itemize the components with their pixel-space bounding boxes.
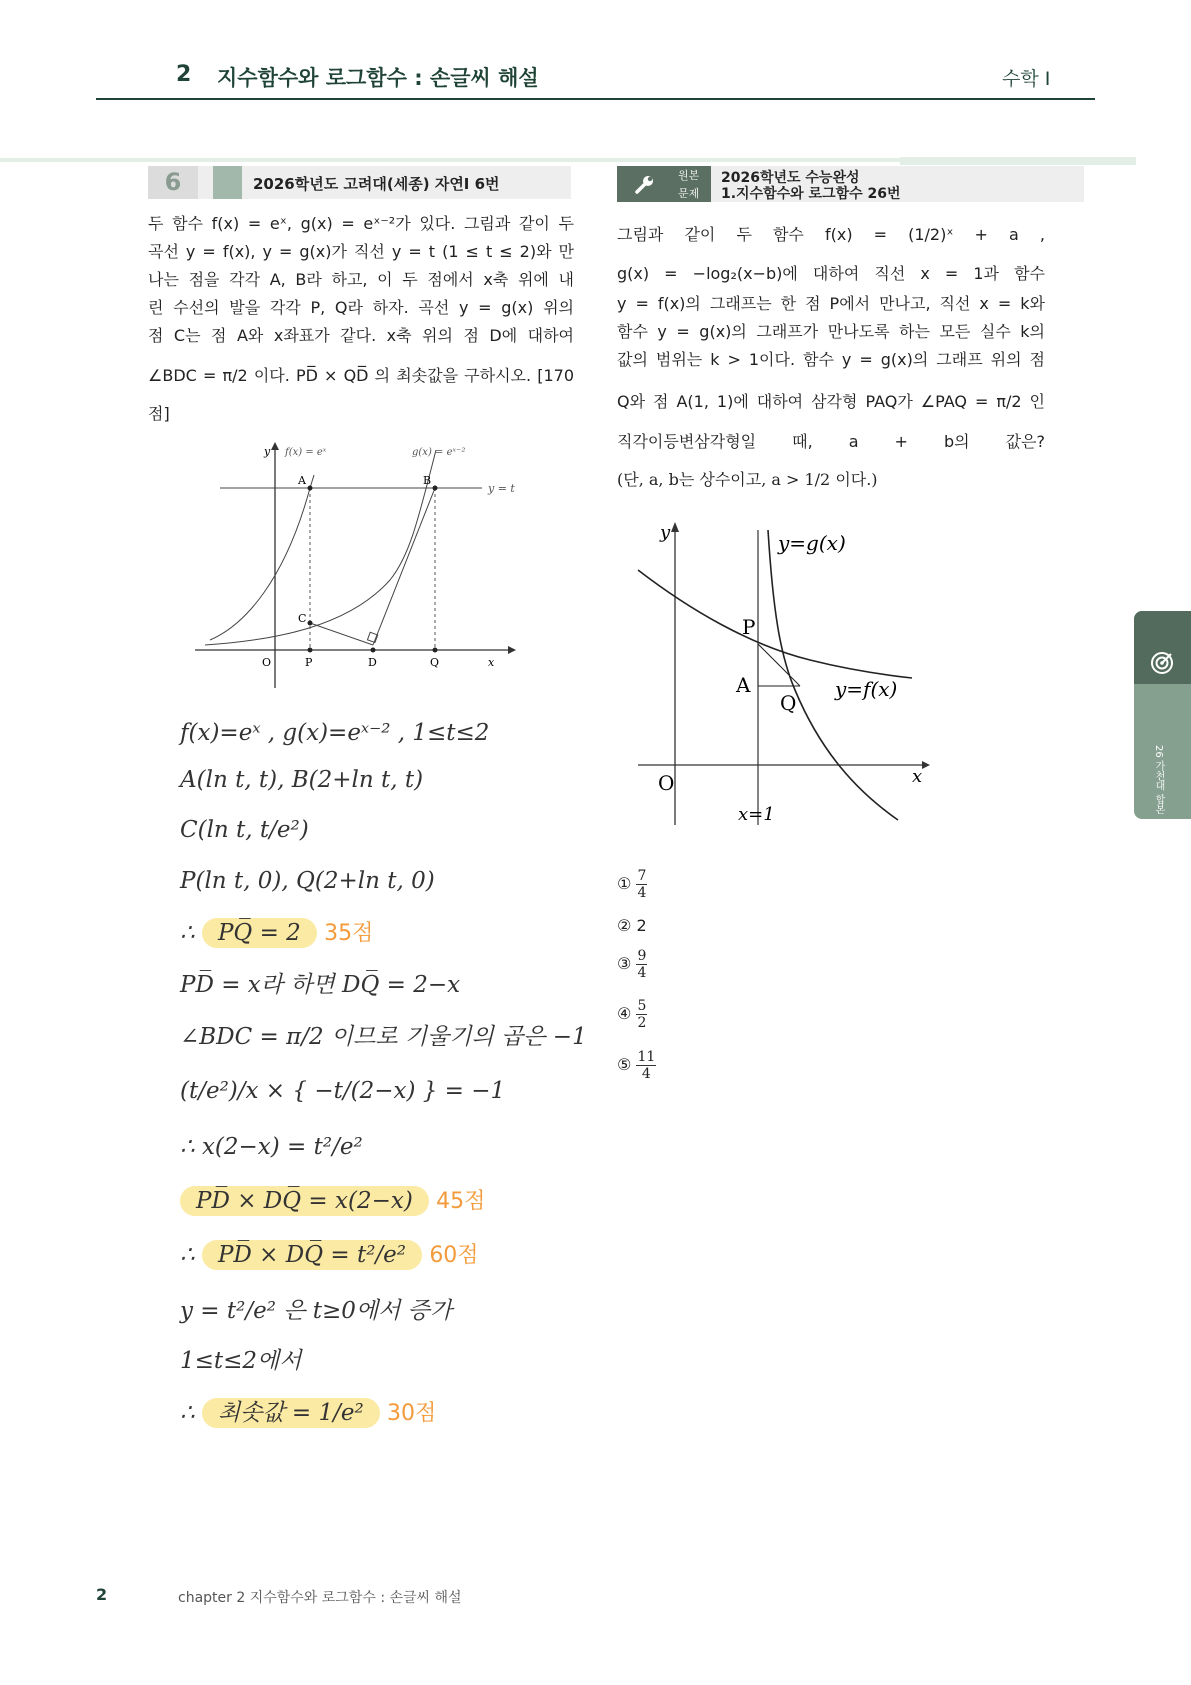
score: 60점 [429,1243,479,1268]
problem-tab-decor [213,166,242,199]
side-tab-top [1134,611,1191,684]
original-tag: 원본 [678,169,700,182]
problem-text-line: Q와 점 A(1, 1)에 대하여 삼각형 PAQ가 ∠PAQ = π/2 인 [617,392,1045,411]
label-A: A [298,474,306,487]
label-O: O [658,771,675,795]
therefore-symbol: ∴ [180,1242,195,1268]
problem-text-line: 값의 범위는 k > 1이다. 함수 y = g(x)의 그래프 위의 점 [617,350,1045,369]
solution-line [180,1186,485,1217]
score: 45점 [436,1189,486,1214]
solution-line: ∴ x(2−x) = t²/e² [180,1134,363,1160]
problem-text-line: 그림과 같이 두 함수 f(x) = (1/2)ˣ + a , [617,225,1045,244]
choice-mark: ② [617,916,632,935]
therefore-symbol: ∴ [180,1400,195,1426]
solution-line: 1≤t≤2에서 [180,1348,302,1374]
chapter-number: 2 [176,62,192,87]
original-subtitle: 1.지수함수와 로그함수 26번 [721,186,901,202]
label-g: g(x) = eˣ⁻² [412,447,466,458]
solution-line [180,918,373,949]
highlight: PD̅ × DQ̅ = x(2−x) [180,1186,429,1216]
axis-label-x: x [488,656,495,669]
solution-line: A(ln t, t), B(2+ln t, t) [180,767,424,793]
choice-fraction: $\frac{7}{4}$ [637,868,647,901]
label-g: y=g(x) [778,531,846,555]
problem-text-line: 점 C는 점 A와 x좌표가 같다. x축 위의 점 D에 대하여 [148,326,574,345]
problem-text-line: ∠BDC = π/2 이다. PD̅ × QD̅ 의 최솟값을 구하시오. [170 [148,366,574,385]
chapter-title: 지수함수와 로그함수 : 손글씨 해설 [217,66,539,90]
header-rule [96,98,1095,100]
axis-label-x: x [912,766,923,787]
decor-band [0,158,900,162]
choice-4[interactable] [617,998,647,1031]
problem-text-line: 직각이등변삼각형일 때, a + b의 값은? [617,432,1045,451]
label-A: A [736,673,751,697]
problem-text-line: y = f(x)의 그래프는 한 점 P에서 만나고, 직선 x = k와 [617,294,1045,313]
label-B: B [423,474,432,487]
choice-mark: ④ [617,1004,632,1023]
choice-3[interactable] [617,948,647,981]
solution-line: PD̅ = x라 하면 DQ̅ = 2−x [180,972,461,998]
problem-text-line: (단, a, b는 상수이고, a > 1/2 이다.) [617,470,878,489]
label-P: P [305,656,313,669]
choice-value: 2 [636,916,647,935]
choice-fraction: $\frac{11}{4}$ [637,1049,656,1082]
label-f: f(x) = eˣ [285,447,327,458]
highlight: PD̅ × DQ̅ = t²/e² [202,1240,422,1270]
solution-line: f(x)=eˣ , g(x)=eˣ⁻² , 1≤t≤2 [180,720,490,746]
choice-2[interactable] [617,916,647,935]
side-tab-label: 26 가천대 합본 [1153,745,1164,815]
solution-line: ∠BDC = π/2 이므로 기울기의 곱은 −1 [180,1024,587,1050]
choice-mark: ⑤ [617,1055,632,1074]
problem-text-line: 린 수선의 발을 각각 P, Q라 하자. 곡선 y = g(x) 위의 [148,298,574,317]
subject-label: 수학 I [1002,68,1051,90]
label-Q: Q [780,691,797,715]
choice-1[interactable] [617,868,647,901]
label-x1: x=1 [738,804,775,825]
original-title: 2026학년도 수능완성 [721,170,860,186]
choice-fraction: $\frac{5}{2}$ [637,998,647,1031]
solution-line: (t/e²)/x × { −t/(2−x) } = −1 [180,1078,506,1104]
problem-text-line: 나는 점을 각각 A, B라 하고, 이 두 점에서 x축 위에 내 [148,270,574,289]
label-O: O [262,656,272,669]
problem-text-line: 곡선 y = f(x), y = g(x)가 직선 y = t (1 ≤ t ≤ 2)와 만 [148,242,574,261]
solution-line: P(ln t, 0), Q(2+ln t, 0) [180,868,435,894]
solution-line: y = t²/e² 은 t≥0에서 증가 [180,1298,453,1324]
wrench-icon [633,174,655,196]
solution-line [180,1240,479,1271]
decor-band-right [900,157,1136,165]
label-P: P [742,615,756,639]
label-Q: Q [430,656,440,669]
target-icon [1150,651,1174,675]
page-number: 2 [96,1585,108,1604]
choice-mark: ③ [617,954,632,973]
axis-label-y: y [660,522,671,543]
choice-mark: ① [617,874,632,893]
footer-text: chapter 2 지수함수와 로그함수 : 손글씨 해설 [178,1590,462,1606]
graph-log-exp [630,520,930,830]
choice-5[interactable] [617,1049,656,1082]
highlight: PQ̅ = 2 [202,918,317,948]
original-tag: 문제 [678,187,700,200]
label-C: C [298,612,307,625]
solution-line [180,1398,436,1429]
problem-number: 6 [148,166,198,199]
problem-text-line: 점] [148,404,170,423]
label-line: y = t [488,482,515,495]
problem-text-line: 함수 y = g(x)의 그래프가 만나도록 하는 모든 실수 k의 [617,322,1045,341]
problem-text-line: 두 함수 f(x) = eˣ, g(x) = eˣ⁻²가 있다. 그림과 같이 두 [148,214,574,233]
graph-exponential [190,440,520,690]
axis-label-y: y [264,445,271,458]
score: 30점 [387,1401,437,1426]
problem-text-line: g(x) = −log₂(x−b)에 대하여 직선 x = 1과 함수 [617,264,1045,283]
problem-title: 2026학년도 고려대(세종) 자연I 6번 [253,175,500,193]
score: 35점 [324,921,374,946]
highlight: 최솟값 = 1/e² [202,1398,380,1428]
label-f: y=f(x) [835,677,898,701]
therefore-symbol: ∴ [180,920,195,946]
solution-line: C(ln t, t/e²) [180,817,309,843]
choice-fraction: $\frac{9}{4}$ [637,948,647,981]
label-D: D [368,656,377,669]
